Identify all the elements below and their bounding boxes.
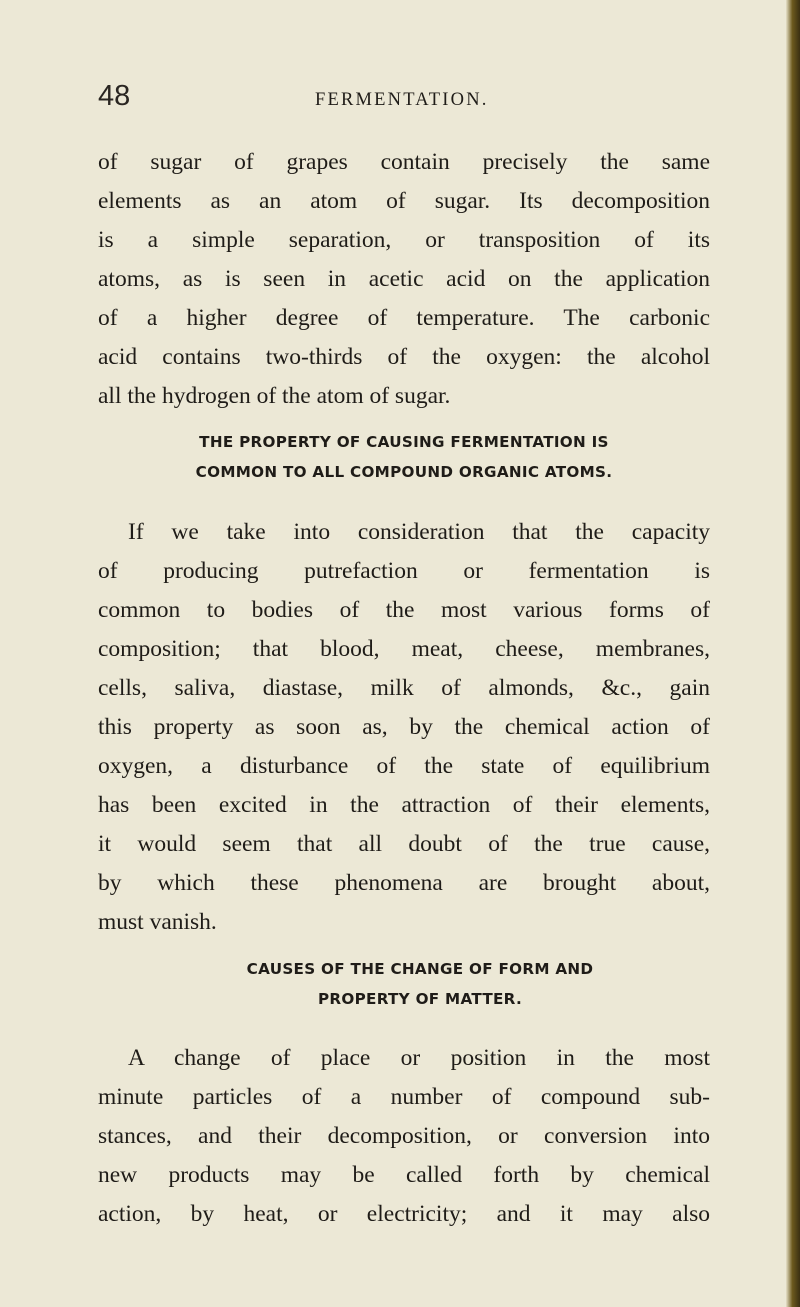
text-line: action, by heat, or electricity; and it may also <box>98 1201 710 1227</box>
page-number: 48 <box>98 80 131 112</box>
heading-line: CAUSES OF THE CHANGE OF FORM AND <box>246 960 594 978</box>
text-line: minute particles of a number of compound sub- <box>98 1084 710 1110</box>
text-line: cells, saliva, diastase, milk of almonds, &c., gain <box>98 675 710 701</box>
text-line: must vanish. <box>98 909 217 935</box>
text-line: of a higher degree of temperature. The carbonic <box>98 305 710 331</box>
text-line: elements as an atom of sugar. Its decomposition <box>98 188 710 214</box>
text-line: If we take into consideration that the capacity <box>128 519 710 545</box>
text-line: atoms, as is seen in acetic acid on the application <box>98 266 710 292</box>
text-line: A change of place or position in the most <box>128 1045 710 1071</box>
text-line: is a simple separation, or transposition of its <box>98 227 710 253</box>
text-line: oxygen, a disturbance of the state of equilibrium <box>98 753 710 779</box>
heading-line: COMMON TO ALL COMPOUND ORGANIC ATOMS. <box>195 463 613 481</box>
text-line: all the hydrogen of the atom of sugar. <box>98 383 451 409</box>
text-line: stances, and their decomposition, or conversion into <box>98 1123 710 1149</box>
text-line: has been excited in the attraction of their elements, <box>98 792 710 818</box>
text-line: new products may be called forth by chemical <box>98 1162 710 1188</box>
heading-line: PROPERTY OF MATTER. <box>317 990 523 1008</box>
text-line: common to bodies of the most various forms of <box>98 597 710 623</box>
text-line: composition; that blood, meat, cheese, membranes, <box>98 636 710 662</box>
text-line: it would seem that all doubt of the true cause, <box>98 831 710 857</box>
heading-line: THE PROPERTY OF CAUSING FERMENTATION IS <box>199 433 609 451</box>
text-line: this property as soon as, by the chemical action of <box>98 714 710 740</box>
text-line: of sugar of grapes contain precisely the same <box>98 149 710 175</box>
text-line: of producing putrefaction or fermentation is <box>98 558 710 584</box>
text-line: by which these phenomena are brought about, <box>98 870 710 896</box>
running-head <box>98 80 758 124</box>
text-line: acid contains two-thirds of the oxygen: the alcohol <box>98 344 710 370</box>
running-title: FERMENTATION. <box>315 90 489 110</box>
page-edge <box>786 0 800 1307</box>
